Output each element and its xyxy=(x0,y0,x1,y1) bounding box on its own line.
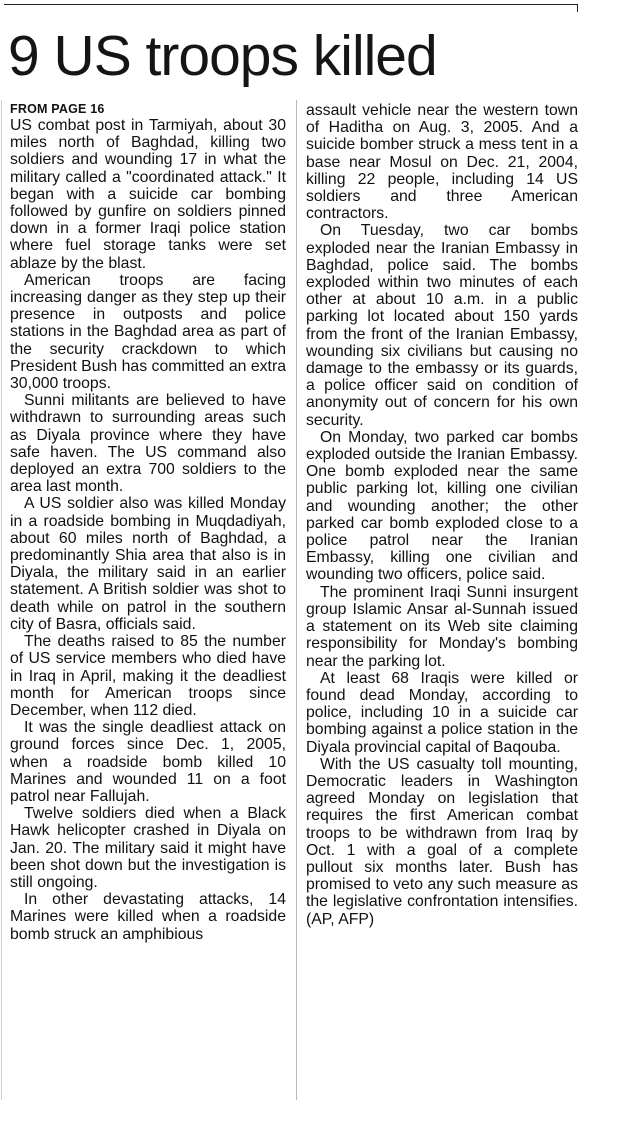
paragraph: The deaths raised to 85 the number of US service members who died have in Iraq in April, making it the deadliest month for American troops since December, when 112 died. xyxy=(10,633,286,719)
paragraph: Twelve soldiers died when a Black Hawk helicopter crashed in Diyala on Jan. 20. The military said it might have been shot down but the investigation is still ongoing. xyxy=(10,805,286,891)
paragraph: On Monday, two parked car bombs exploded outside the Iranian Embassy. One bomb exploded near the same public parking lot, killing one civilian and wounding another; the other parked car bomb exploded close to a police patrol near the Iranian Embassy, killing one civilian and wounding two officers, police said. xyxy=(306,428,578,584)
paragraph: In other devastating attacks, 14 Marines were killed when a roadside bomb struck an amphibious xyxy=(10,891,286,943)
paragraph: At least 68 Iraqis were killed or found dead Monday, according to police, including 10 in a suicide car bombing against a police station in the Diyala provincial capital of Baqouba. xyxy=(306,669,578,756)
headline: 9 US troops killed xyxy=(8,24,437,88)
paragraph: assault vehicle near the western town of Haditha on Aug. 3, 2005. And a suicide bomber struck a mess tent in a base near Mosul on Dec. 21, 2004, killing 22 people, including 14 US soldiers and three American contractors. xyxy=(306,102,578,223)
paragraph: The prominent Iraqi Sunni insurgent group Islamic Ansar al-Sunnah issued a statement on its Web site claiming responsibility for Monday's bombing near the parking lot. xyxy=(306,583,578,670)
continuation-kicker: FROM PAGE 16 xyxy=(10,102,105,116)
left-column xyxy=(10,102,286,1102)
right-column xyxy=(306,102,578,1122)
paragraph: A US soldier also was killed Monday in a roadside bombing in Muqdadiyah, about 60 miles north of Baghdad, a predominantly Shia area that also is in Diyala, the military said in an earlier statement. A British soldier was shot to death while on patrol in the southern city of Basra, officials said. xyxy=(10,495,286,633)
top-border-rule xyxy=(4,4,578,5)
paragraph: With the US casualty toll mounting, Democratic leaders in Washington agreed Monday on legislation that requires the first American combat troops to be withdrawn from Iraq by Oct. 1 with a goal of a complete pullout six months later. Bush has promised to veto any such measure as the legislative confrontation intensifies. (AP, AFP) xyxy=(306,755,578,928)
right-border-rule xyxy=(577,4,578,12)
paragraph: It was the single deadliest attack on ground forces since Dec. 1, 2005, when a roadside bomb killed 10 Marines and wounded 11 on a foot patrol near Fallujah. xyxy=(10,719,286,805)
paragraph: On Tuesday, two car bombs exploded near the Iranian Embassy in Baghdad, police said. The bombs exploded within two minutes of each other at about 10 a.m. in a public parking lot located about 150 yards from the front of the Iranian Embassy, wounding six civilians but causing no damage to the embassy or its guards, a police officer said on condition of anonymity out of concern for his own security. xyxy=(306,222,578,429)
paragraph: US combat post in Tarmiyah, about 30 miles north of Baghdad, killing two soldiers and wounding 17 in what the military called a "coordinated attack." It began with a suicide car bombing followed by gunfire on soldiers pinned down in a former Iraqi police station where fuel storage tanks were set ablaze by the blast. xyxy=(10,117,286,272)
column-divider xyxy=(296,100,297,1100)
paragraph: Sunni militants are believed to have withdrawn to surrounding areas such as Diyala province where they have safe haven. The US command also deployed an extra 700 soldiers to the area last month. xyxy=(10,392,286,496)
paragraph: American troops are facing increasing danger as they step up their presence in outposts and police stations in the Baghdad area as part of the security crackdown to which President Bush has committed an extra 30,000 troops. xyxy=(10,271,286,393)
left-edge-rule xyxy=(1,100,2,1100)
